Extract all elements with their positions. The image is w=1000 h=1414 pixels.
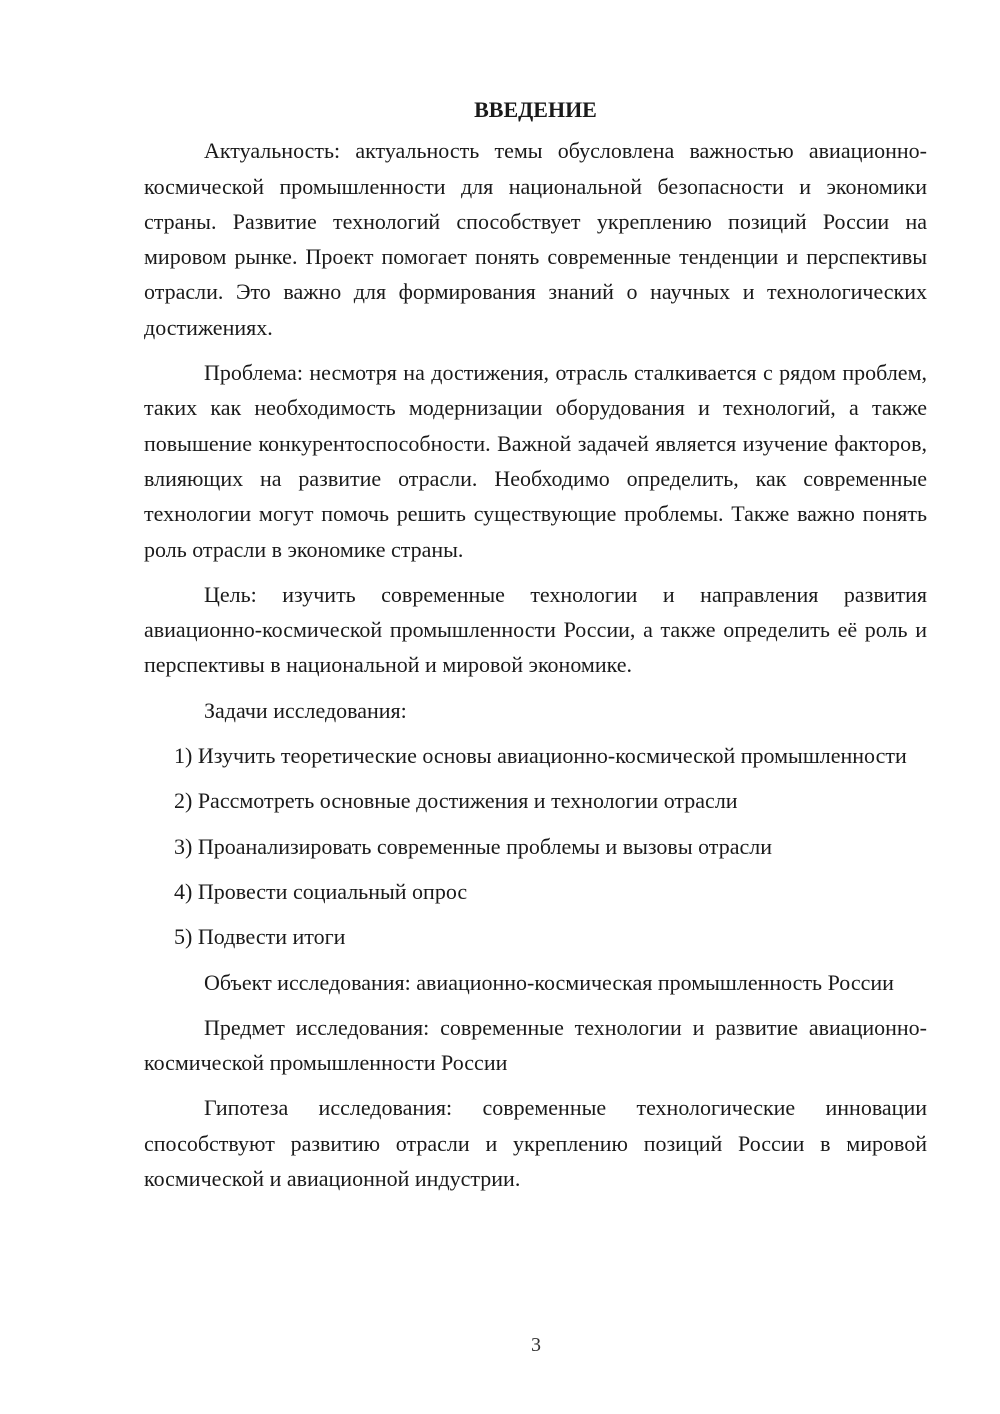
task-item: 1) Изучить теоретические основы авиационно-космической промышленности [174,743,907,769]
paragraph-hypothesis: Гипотеза исследования: современные технологические инновации способствуют развитию отрасли и укреплению позиций России в мировой космической и авиационной индустрии. [144,1095,927,1192]
task-item: 4) Провести социальный опрос [174,878,468,904]
tasks-title: Задачи исследования: [204,697,407,723]
task-item: 2) Рассмотреть основные достижения и технологии отрасли [174,788,738,814]
page-number: 3 [531,1334,541,1356]
paragraph-subject: Предмет исследования: современные технологии и развитие авиационно-космической промышленности России [144,1014,927,1076]
paragraph-goal: Цель: изучить современные технологии и направления развития авиационно-космической промышленности России, а также определить её роль и перспективы в национальной и мировой экономике. [144,581,927,678]
page-content [144,92,927,1206]
paragraph-relevance: Актуальность: актуальность темы обусловлена важностью авиационно-космической промышленности для национальной безопасности и экономики страны. Развитие технологий способствует укреплению позиций России на мировом рынке. Проект помогает понять современные тенденции и перспективы отрасли. Это важно для формирования знаний о научных и технологических достижениях. [144,138,927,340]
paragraph-problem: Проблема: несмотря на достижения, отрасль сталкивается с рядом проблем, таких как необходимость модернизации оборудования и технологий, а также повышение конкурентоспособности. Важной задачей является изучение факторов, влияющих на развитие отрасли. Необходимо определить, как современные технологии могут помочь решить существующие проблемы. Также важно понять роль отрасли в экономике страны. [144,360,927,562]
task-item: 5) Подвести итоги [174,924,346,950]
task-item: 3) Проанализировать современные проблемы и вызовы отрасли [174,833,772,859]
paragraph-object: Объект исследования: авиационно-космическая промышленность России [204,969,894,995]
section-heading: ВВЕДЕНИЕ [474,97,597,122]
